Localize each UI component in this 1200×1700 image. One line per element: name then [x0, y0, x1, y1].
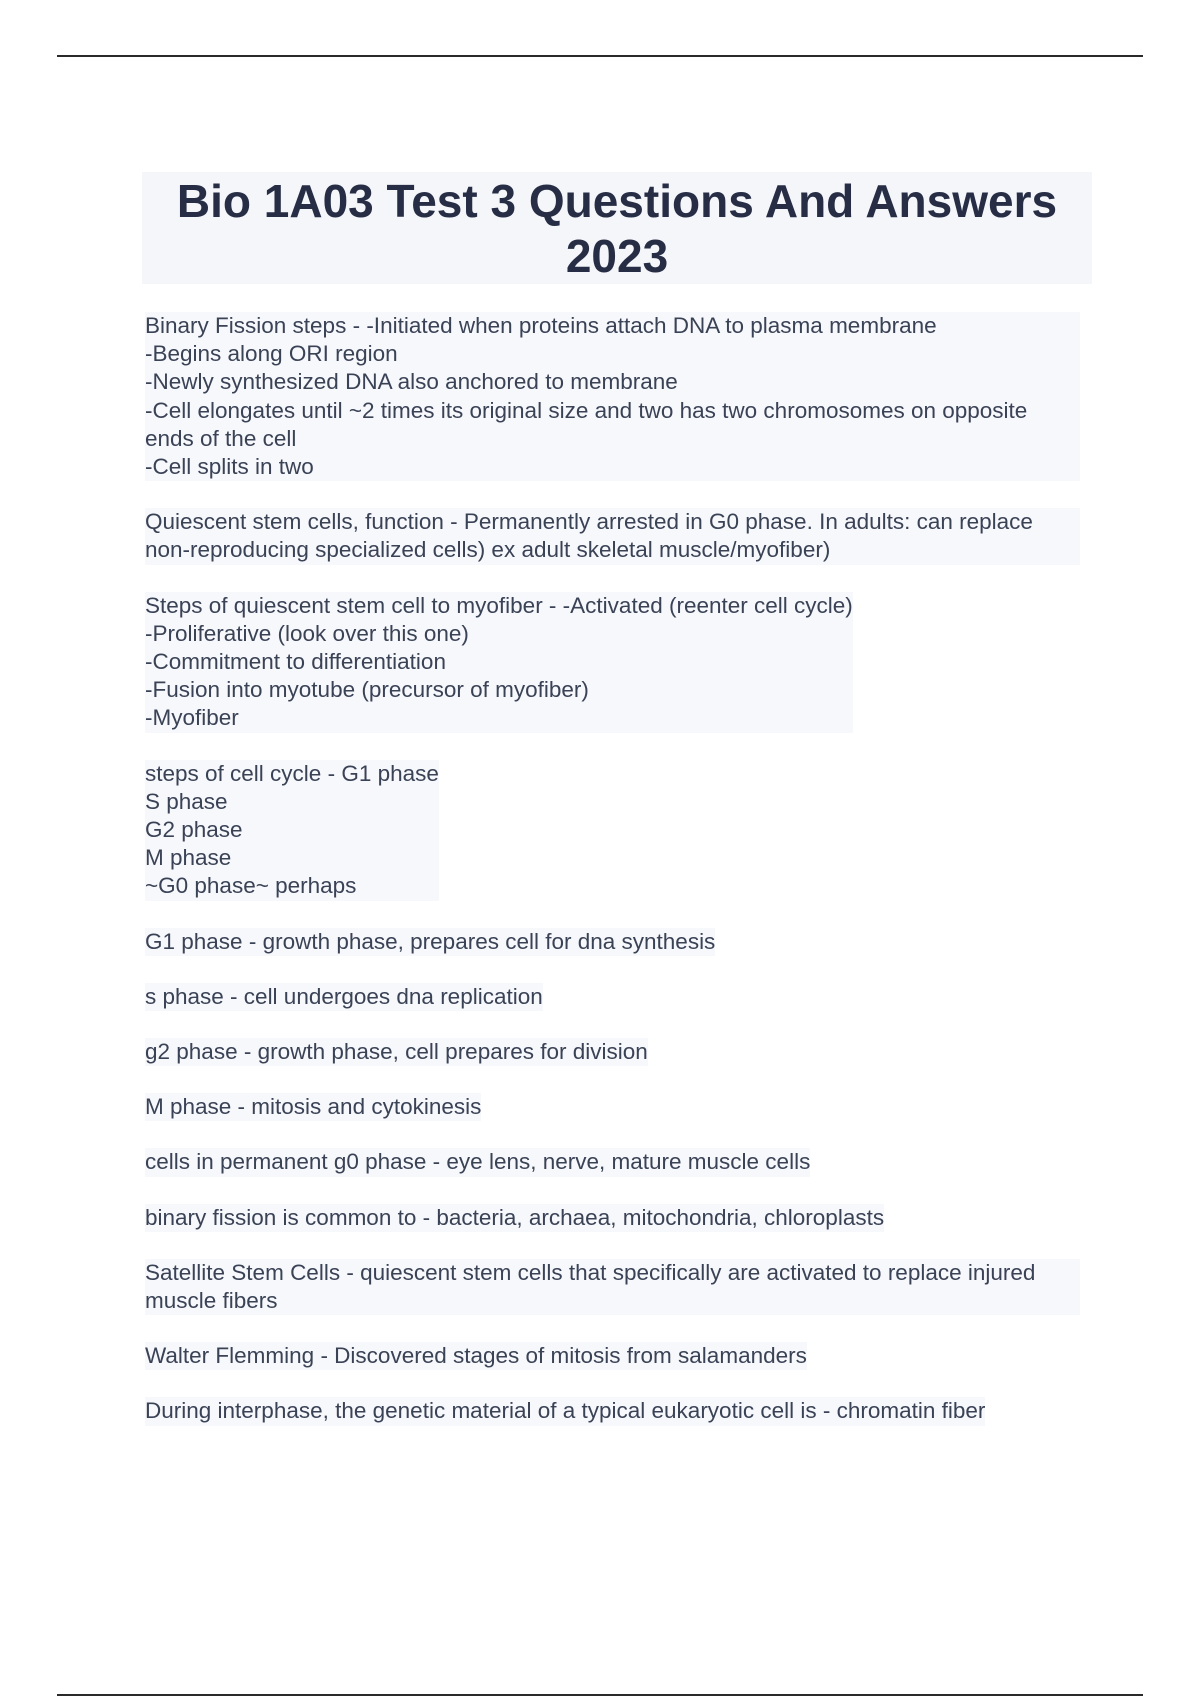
qa-item-permanent-g0: cells in permanent g0 phase - eye lens, nerve, mature muscle cells [145, 1148, 810, 1176]
qa-item-walter-flemming: Walter Flemming - Discovered stages of mitosis from salamanders [145, 1342, 807, 1370]
qa-item-interphase-genetic-material: During interphase, the genetic material of a typical eukaryotic cell is - chromatin fiber [145, 1397, 985, 1425]
qa-item-s-phase: s phase - cell undergoes dna replication [145, 983, 543, 1011]
qa-item-g2-phase: g2 phase - growth phase, cell prepares for division [145, 1038, 648, 1066]
qa-list [145, 312, 1080, 1453]
qa-item-quiescent-to-myofiber: Steps of quiescent stem cell to myofiber - -Activated (reenter cell cycle) -Proliferative (look over this one) -Commitment to differentiation -Fusion into myotube (precursor of myofiber) -Myofiber [145, 592, 853, 733]
qa-item-m-phase: M phase - mitosis and cytokinesis [145, 1093, 481, 1121]
qa-item-satellite-stem-cells: Satellite Stem Cells - quiescent stem cells that specifically are activated to replace injured muscle fibers [145, 1259, 1080, 1315]
qa-item-g1-phase: G1 phase - growth phase, prepares cell for dna synthesis [145, 928, 715, 956]
title-banner [142, 172, 1092, 284]
bottom-rule [57, 1694, 1143, 1696]
top-rule [57, 55, 1143, 57]
qa-item-quiescent-stem-cells: Quiescent stem cells, function - Permanently arrested in G0 phase. In adults: can replace non-reproducing specialized cells) ex adult skeletal muscle/myofiber) [145, 508, 1080, 564]
qa-item-binary-fission-common: binary fission is common to - bacteria, archaea, mitochondria, chloroplasts [145, 1204, 884, 1232]
qa-item-cell-cycle-steps: steps of cell cycle - G1 phase S phase G2 phase M phase ~G0 phase~ perhaps [145, 760, 439, 901]
page-title: Bio 1A03 Test 3 Questions And Answers 2023 [176, 175, 1058, 282]
qa-item-binary-fission-steps: Binary Fission steps - -Initiated when proteins attach DNA to plasma membrane -Begins along ORI region -Newly synthesized DNA also anchored to membrane -Cell elongates until ~2 times its original size and two has two chromosomes on opposite ends of the cell -Cell splits in two [145, 312, 1080, 481]
